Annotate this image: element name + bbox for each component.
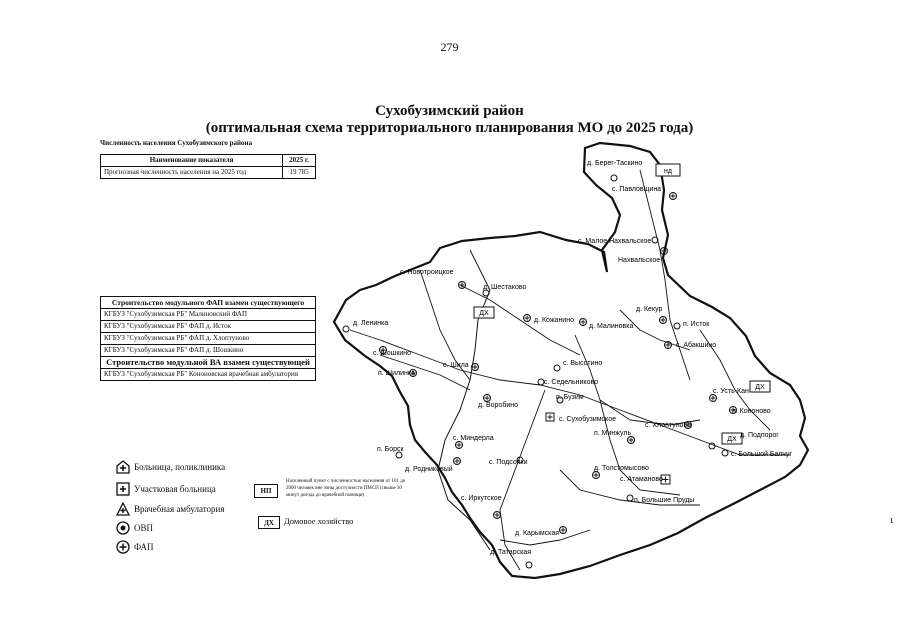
fap-header-2: Строительство модульной ВА взамен существующей [101, 357, 316, 369]
road [500, 390, 545, 570]
svg-text:д. Родниковый: д. Родниковый [405, 466, 453, 473]
fap-row: КГБУЗ "Сухобузимская РБ" ФАП д. Хлоптуново [101, 333, 316, 345]
settlement-marker [453, 435, 494, 449]
dx-mark [750, 381, 770, 392]
svg-text:д. Татарская: д. Татарская [490, 549, 531, 556]
row-value: 19 785 [283, 167, 316, 179]
svg-text:с. Сухобузимское: с. Сухобузимское [559, 416, 616, 423]
col-year: 2025 г. [283, 155, 316, 167]
page-number: 279 [440, 40, 459, 54]
svg-text:д. Берег-Таскино: д. Берег-Таскино [587, 160, 643, 167]
settlement-marker [373, 347, 411, 358]
settlement-marker [627, 495, 694, 504]
margin-mark: ı [890, 515, 893, 526]
svg-text:п. Бузим: п. Бузим [556, 394, 584, 401]
dx-mark [722, 433, 742, 444]
settlement-marker [580, 319, 634, 331]
dx-mark [474, 307, 494, 318]
svg-text:п. Кононово: п. Кононово [732, 408, 771, 415]
svg-text:д. Малиновка: д. Малиновка [589, 323, 634, 330]
svg-text:с. Усть-Кан: с. Усть-Кан [713, 388, 749, 395]
svg-text:д. Шестаково: д. Шестаково [483, 284, 527, 291]
settlement-marker [645, 422, 692, 430]
settlement-marker [710, 388, 750, 402]
settlement-marker [709, 432, 779, 449]
settlement-marker [554, 360, 602, 371]
row-label: Прогнозная численность населения на 2025 год [101, 167, 283, 179]
dx-symbol: ДХ [258, 516, 280, 529]
settlement-marker [538, 379, 598, 386]
settlement-marker [546, 413, 616, 423]
svg-text:с. Павловщина: с. Павловщина [612, 186, 662, 193]
svg-text:д. Кекур: д. Кекур [636, 306, 663, 313]
settlement-marker [636, 306, 667, 324]
col-indicator: Наименование показателя [101, 155, 283, 167]
np-description: Населенный пункт с численностью населения от 101 до 2000 человек вне зоны доступности ПМСП (свыше 30 минут доезда до врачебной помощи) [286, 479, 406, 498]
legend-ambulatory-label: Врачебная амбулатория [134, 504, 225, 514]
settlement-marker [515, 527, 567, 538]
settlement-marker [400, 269, 466, 289]
svg-text:п. Шилинка: п. Шилинка [378, 370, 415, 377]
svg-text:с. Высотино: с. Высотино [563, 360, 603, 367]
svg-text:с. Большой Балчуг: с. Большой Балчуг [731, 451, 792, 458]
va-row: КГБУЗ "Сухобузимская РБ" Кононовская врачебная амбулатория [101, 369, 316, 381]
svg-text:п. Борск: п. Борск [377, 446, 404, 453]
svg-text:с. Атаманово: с. Атаманово [620, 476, 663, 483]
legend-ovp-label: ОВП [134, 523, 154, 533]
svg-text:с. Хлоптуново: с. Хлоптуново [645, 422, 691, 429]
settlement-marker [378, 370, 417, 378]
yenisei-river [438, 250, 490, 550]
settlement-marker [489, 457, 528, 466]
settlement-marker [722, 450, 792, 458]
svg-text:д. Воробино: д. Воробино [478, 402, 519, 409]
settlement-marker [524, 315, 575, 325]
svg-text:д. Толстомысово: д. Толстомысово [594, 465, 649, 472]
settlement-marker [483, 284, 526, 296]
fap-row: КГБУЗ "Сухобузимская РБ" Малиновский ФАП [101, 309, 316, 321]
svg-text:ДХ: ДХ [479, 310, 489, 317]
fap-row: КГБУЗ "Сухобузимская РБ" ФАП д. Шошкино [101, 345, 316, 357]
svg-text:с. Малое Нахвальское: с. Малое Нахвальское [578, 238, 652, 245]
svg-text:п. Большие Пруды: п. Большие Пруды [634, 497, 695, 504]
settlement-marker [343, 320, 388, 332]
legend-hospital-label: Больница, поликлиника [134, 462, 226, 472]
svg-text:с. Шила: с. Шила [443, 362, 469, 369]
svg-text:Нахвальское: Нахвальское [618, 257, 661, 264]
settlement-marker [730, 407, 771, 416]
svg-text:с. Миндерла: с. Миндерла [453, 435, 494, 442]
settlement-marker [556, 394, 584, 403]
svg-text:ДХ: ДХ [755, 384, 765, 391]
settlement-marker [674, 321, 710, 329]
settlement-marker [490, 549, 532, 568]
svg-text:с. Шошкино: с. Шошкино [373, 350, 412, 357]
svg-text:д. Карымская: д. Карымская [515, 530, 560, 537]
svg-text:д. Ленинка: д. Ленинка [353, 320, 389, 327]
settlement-marker [665, 341, 717, 349]
svg-text:ДХ: ДХ [727, 436, 737, 443]
legend-fap-label: ФАП [134, 542, 154, 552]
settlement-marker [377, 446, 405, 458]
legend-district-hospital-label: Участковая больница [134, 484, 216, 494]
settlement-marker [578, 237, 658, 245]
svg-text:п. Минжуль: п. Минжуль [594, 430, 632, 437]
settlement-marker [587, 160, 642, 181]
svg-text:с. Иркутское: с. Иркутское [461, 495, 502, 502]
fap-row: КГБУЗ "Сухобузимская РБ" ФАП д. Исток [101, 321, 316, 333]
svg-text:д. Подпорог: д. Подпорог [740, 432, 779, 439]
np-symbol: НП [254, 484, 278, 498]
settlement-marker [620, 475, 670, 484]
settlement-marker [612, 186, 677, 200]
svg-text:с. Подсопки: с. Подсопки [489, 459, 528, 466]
nd-mark [656, 164, 680, 176]
settlement-marker [594, 430, 635, 444]
svg-text:с. Седельниково: с. Седельниково [544, 379, 599, 386]
svg-text:с. Абакшино: с. Абакшино [676, 342, 717, 349]
settlement-marker [478, 395, 518, 410]
population-caption: Численность населения Сухобузимского района [100, 139, 253, 147]
svg-text:д. Кожанино: д. Кожанино [534, 317, 574, 324]
svg-text:нд: нд [664, 168, 672, 175]
svg-text:п. Исток: п. Исток [683, 321, 710, 328]
map-title: Сухобузимский район [375, 103, 524, 119]
fap-header-1: Строительство модульного ФАП взамен существующего [101, 297, 316, 309]
svg-text:с. Новотроицкое: с. Новотроицкое [400, 269, 454, 276]
map-subtitle: (оптимальная схема территориального планирования МО до 2025 года) [205, 120, 694, 136]
dx-description: Домовое хозяйство [284, 516, 354, 526]
